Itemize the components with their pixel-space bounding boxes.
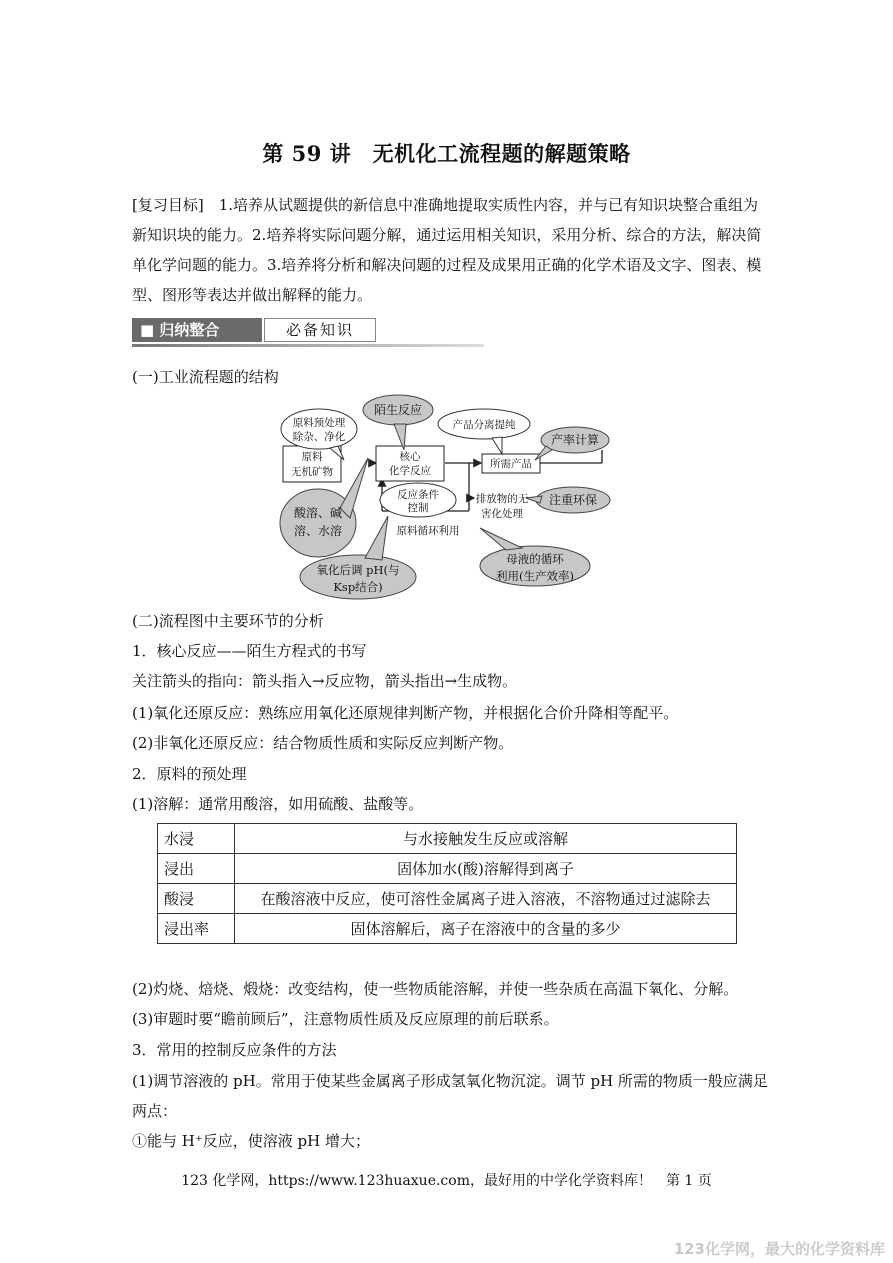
recycle-label: 原料循环利用	[396, 525, 460, 537]
section-heading-2: (二)流程图中主要环节的分析	[132, 612, 324, 630]
conditions-line2: 控制	[407, 502, 429, 514]
page-footer: 123 化学网，https://www.123huaxue.com，最好用的中学化学资料库！ 第 1 页	[181, 1173, 712, 1189]
s3-heading: 3．常用的控制反应条件的方法	[132, 1041, 337, 1059]
section-banner	[132, 318, 484, 346]
product-label: 所需产品	[490, 458, 532, 470]
table-row: 酸浸 在酸溶液中反应，使可溶性金属离子进入溶液，不溶物通过过滤除去	[158, 884, 737, 914]
s2-line1: (1)溶解：通常用酸溶，如用硫酸、盐酸等。	[132, 795, 424, 813]
raw-line2: 无机矿物	[291, 466, 333, 478]
core-line1: 核心	[399, 451, 421, 463]
pretreat-line2: 除杂、净化	[292, 431, 346, 443]
watermark: 123化学网，最大的化学资料库	[673, 1240, 885, 1258]
emission-line2: 害化处理	[481, 508, 523, 520]
acid-line2: 溶、水溶	[293, 524, 343, 538]
yield-label: 产率计算	[550, 433, 600, 447]
s2-line2: (2)灼烧、焙烧、煅烧：改变结构，使一些物质能溶解，并使一些杂质在高温下氧化、分解。	[132, 980, 739, 998]
ph-line2: Ksp结合)	[333, 580, 383, 594]
ph-line1: 氧化后调 pH(与	[316, 563, 400, 577]
raw-line1: 原料	[301, 451, 323, 463]
env-label: 注重环保	[548, 493, 598, 507]
review-goal	[132, 190, 772, 310]
leaching-table	[157, 823, 737, 944]
review-goal-text: 1.培养从试题提供的新信息中准确地提取实质性内容，并与已有知识块整合重组为新知识块的能力。2.培养将实际问题分解，通过运用相关知识，采用分析、综合的方法，解决简单化学问题的能力。3.培养将分析和解决问题的过程及成果用正确的化学术语及文字、图表、模型、图形等表达并做出解释的能力。	[132, 196, 762, 304]
acid-line1: 酸溶、碱	[293, 506, 343, 520]
flow-diagram	[270, 388, 630, 600]
section-heading-1: (一)工业流程题的结构	[132, 368, 279, 386]
table-row: 浸出率 固体溶解后，离子在溶液中的含量的多少	[158, 914, 737, 944]
pretreat-line1: 原料预处理	[292, 417, 346, 429]
banner-light-label: 必备知识	[264, 318, 376, 342]
emission-line1: 排放物的无	[475, 493, 529, 505]
pretreat-bubble	[281, 409, 357, 449]
mother-line1: 母液的循环	[506, 552, 564, 566]
s3-line1: (1)调节溶液的 pH。常用于使某些金属离子形成氢氧化物沉淀。调节 pH 所需的物质一般应满足两点：	[132, 1072, 768, 1120]
separation-label: 产品分离提纯	[452, 419, 516, 431]
s2-heading: 2．原料的预处理	[132, 765, 247, 783]
s3-line2: ①能与 H⁺反应，使溶液 pH 增大；	[132, 1132, 370, 1150]
s2-line3: (3)审题时要“瞻前顾后”，注意物质性质及反应原理的前后联系。	[132, 1010, 559, 1028]
table-row: 水浸 与水接触发生反应或溶解	[158, 824, 737, 854]
mother-line2: 利用(生产效率)	[496, 569, 574, 583]
table-row: 浸出 固体加水(酸)溶解得到离子	[158, 854, 737, 884]
s1-line3: (2)非氧化还原反应：结合物质性质和实际反应判断产物。	[132, 734, 514, 752]
banner-dark-label: ■ 归纳整合	[132, 318, 262, 342]
review-goal-label: [复习目标]	[132, 196, 204, 214]
page-title: 第 59 讲 无机化工流程题的解题策略	[262, 141, 631, 166]
side-reaction-label: 陌生反应	[373, 403, 423, 417]
s1-line2: (1)氧化还原反应：熟练应用氧化还原规律判断产物，并根据化合价升降相等配平。	[132, 704, 679, 722]
core-line2: 化学反应	[389, 465, 431, 477]
s1-heading: 1．核心反应——陌生方程式的书写	[132, 642, 367, 660]
s1-line1: 关注箭头的指向：箭头指入→反应物，箭头指出→生成物。	[132, 672, 518, 690]
banner-rule	[132, 344, 484, 347]
conditions-line1: 反应条件	[397, 489, 439, 501]
